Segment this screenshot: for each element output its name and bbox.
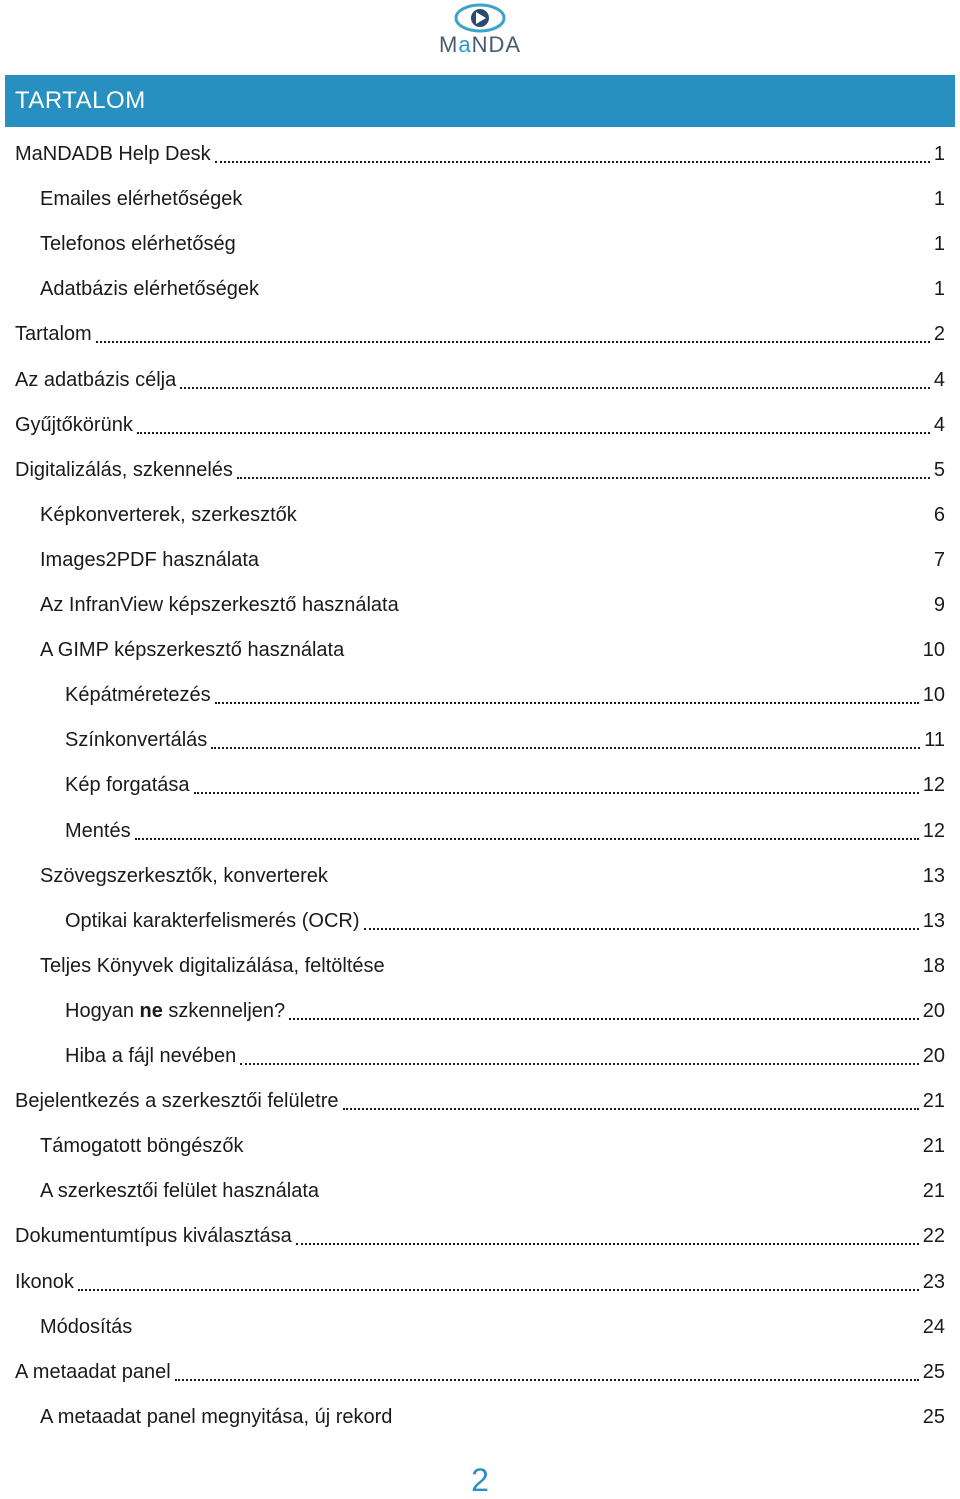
toc-entry-page-number: 24 bbox=[922, 1315, 945, 1338]
toc-entry[interactable] bbox=[40, 944, 945, 989]
toc-entry-page-number: 11 bbox=[924, 729, 945, 752]
toc-entry-page-number: 5 bbox=[933, 458, 945, 481]
toc-entry-page-number: 20 bbox=[922, 1045, 945, 1067]
toc-entry-page-number: 1 bbox=[933, 188, 945, 211]
toc-entry[interactable] bbox=[40, 222, 945, 267]
toc-entry-label: Képkonverterek, szerkesztők bbox=[40, 503, 297, 526]
toc-entry-label: Képátméretezés bbox=[65, 684, 211, 707]
toc-entry-label: Teljes Könyvek digitalizálása, feltöltése bbox=[40, 954, 385, 977]
toc-entry-label: Adatbázis elérhetőségek bbox=[40, 278, 260, 301]
toc-entry-label: A metaadat panel bbox=[15, 1360, 171, 1383]
toc-entry[interactable] bbox=[40, 1395, 945, 1440]
toc-entry-page-number: 18 bbox=[922, 954, 945, 977]
toc-entry[interactable] bbox=[65, 989, 945, 1034]
dot-leader bbox=[296, 1242, 919, 1245]
toc-entry[interactable] bbox=[15, 312, 945, 357]
toc-entry[interactable] bbox=[40, 1169, 945, 1214]
toc-entry[interactable] bbox=[15, 358, 945, 403]
toc-entry-label: Színkonvertálás bbox=[65, 729, 208, 752]
toc-entry[interactable] bbox=[40, 628, 945, 673]
toc-entry-label: Digitalizálás, szkennelés bbox=[15, 458, 233, 481]
toc-entry[interactable] bbox=[65, 899, 945, 944]
toc-entry-page-number: 4 bbox=[933, 368, 945, 391]
dot-leader bbox=[211, 746, 920, 749]
dot-leader bbox=[175, 1378, 919, 1381]
toc-entry-page-number: 1 bbox=[933, 233, 945, 256]
toc-entry[interactable] bbox=[40, 1305, 945, 1350]
toc-entry-page-number: 23 bbox=[922, 1270, 945, 1293]
dot-leader bbox=[364, 927, 919, 930]
toc-entry[interactable] bbox=[15, 448, 945, 493]
toc-entry[interactable] bbox=[15, 1214, 945, 1259]
toc-entry-label: A GIMP képszerkesztő használata bbox=[40, 639, 345, 662]
dot-leader bbox=[240, 1062, 919, 1065]
toc-entry-label: Támogatott böngészők bbox=[40, 1135, 244, 1158]
toc-entry-page-number: 12 bbox=[922, 819, 945, 842]
toc-entry[interactable] bbox=[40, 1124, 945, 1169]
toc-entry-label: Tartalom bbox=[15, 323, 92, 346]
toc-entry-page-number: 1 bbox=[933, 278, 945, 301]
toc-entry-page-number: 6 bbox=[933, 503, 945, 526]
toc-entry-label: Images2PDF használata bbox=[40, 548, 260, 571]
toc-entry-page-number: 9 bbox=[933, 594, 945, 616]
toc-entry[interactable] bbox=[40, 583, 945, 628]
toc-entry-label: A szerkesztői felület használata bbox=[40, 1180, 320, 1203]
toc-entry-label: Hogyan ne szkenneljen? bbox=[65, 999, 286, 1022]
toc-entry-page-number: 21 bbox=[922, 1090, 945, 1113]
toc-entry-label: MaNDADB Help Desk bbox=[15, 143, 211, 165]
dot-leader bbox=[180, 386, 930, 389]
toc-entry[interactable] bbox=[15, 1260, 945, 1305]
toc-entry[interactable] bbox=[15, 1350, 945, 1395]
dot-leader bbox=[237, 476, 930, 479]
toc-title: TARTALOM bbox=[15, 87, 146, 114]
toc-entry[interactable] bbox=[15, 403, 945, 448]
dot-leader bbox=[215, 701, 919, 704]
toc-entry[interactable] bbox=[65, 673, 945, 718]
toc-entry[interactable] bbox=[65, 763, 945, 808]
toc-entry-label: Optikai karakterfelismerés (OCR) bbox=[65, 909, 360, 932]
toc-entry-page-number: 22 bbox=[922, 1225, 945, 1248]
toc-entry-page-number: 13 bbox=[922, 909, 945, 932]
toc-entry[interactable] bbox=[40, 854, 945, 899]
logo-wordmark: MaNDA bbox=[438, 32, 522, 57]
dot-leader bbox=[135, 837, 919, 840]
toc-entry-page-number: 10 bbox=[922, 684, 945, 707]
toc-entry-page-number: 4 bbox=[933, 413, 945, 436]
toc-entry[interactable] bbox=[40, 538, 945, 583]
toc-entry-label: Gyűjtőkörünk bbox=[15, 413, 133, 436]
toc-header-banner bbox=[5, 75, 955, 127]
dot-leader bbox=[78, 1288, 919, 1291]
toc-entry-page-number: 21 bbox=[922, 1135, 945, 1158]
page-number: 2 bbox=[471, 1462, 489, 1498]
toc-entry-page-number: 20 bbox=[922, 999, 945, 1022]
manda-logo bbox=[416, 2, 544, 60]
toc-entry[interactable] bbox=[40, 267, 945, 312]
dot-leader bbox=[96, 340, 930, 343]
dot-leader bbox=[137, 431, 930, 434]
toc-entry-page-number: 13 bbox=[922, 864, 945, 887]
eye-icon bbox=[416, 2, 544, 36]
toc-entry[interactable] bbox=[40, 177, 945, 222]
toc-entry-page-number: 2 bbox=[933, 323, 945, 346]
toc-entry-label: Telefonos elérhetőség bbox=[40, 233, 236, 256]
toc-entry-label: Szövegszerkesztők, konverterek bbox=[40, 864, 328, 887]
toc-entry-page-number: 25 bbox=[922, 1360, 945, 1383]
toc-entry-label: Módosítás bbox=[40, 1315, 133, 1338]
toc-entry-label: Ikonok bbox=[15, 1270, 74, 1293]
toc-entry-label: Bejelentkezés a szerkesztői felületre bbox=[15, 1090, 339, 1113]
toc-entry-label: Emailes elérhetőségek bbox=[40, 188, 243, 211]
toc-entry-label: Kép forgatása bbox=[65, 774, 190, 797]
toc-entry[interactable] bbox=[65, 809, 945, 854]
toc-entry[interactable] bbox=[15, 1079, 945, 1124]
toc-entry[interactable] bbox=[15, 132, 945, 177]
toc-entry[interactable] bbox=[40, 493, 945, 538]
toc-entry-label: Dokumentumtípus kiválasztása bbox=[15, 1225, 292, 1248]
toc-entry-page-number: 12 bbox=[922, 774, 945, 797]
dot-leader bbox=[343, 1107, 919, 1110]
toc-entry-label: A metaadat panel megnyitása, új rekord bbox=[40, 1405, 393, 1428]
toc-entry-label: Az adatbázis célja bbox=[15, 368, 177, 391]
toc-entry[interactable] bbox=[65, 1034, 945, 1079]
toc-entry-label: Mentés bbox=[65, 819, 131, 842]
toc-entry-page-number: 25 bbox=[922, 1405, 945, 1428]
toc-entry-page-number: 7 bbox=[933, 548, 945, 571]
dot-leader bbox=[194, 791, 919, 794]
dot-leader bbox=[289, 1017, 919, 1020]
toc-entry-page-number: 1 bbox=[933, 143, 945, 165]
dot-leader bbox=[215, 160, 930, 163]
toc-entry[interactable] bbox=[65, 718, 945, 763]
toc-entry-page-number: 10 bbox=[922, 639, 945, 662]
toc-entry-label: Hiba a fájl nevében bbox=[65, 1045, 237, 1067]
toc-entry-label: Az InfranView képszerkesztő használata bbox=[40, 594, 399, 616]
toc-entry-page-number: 21 bbox=[922, 1180, 945, 1203]
